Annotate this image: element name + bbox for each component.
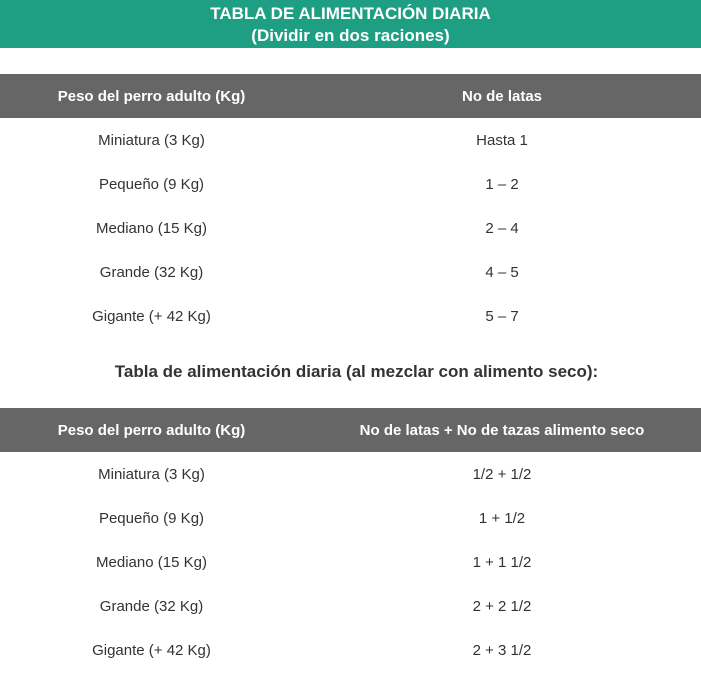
amount-cell: Hasta 1 <box>476 131 528 149</box>
weight-cell: Miniatura (3 Kg) <box>98 131 205 149</box>
amount-cell: 1 – 2 <box>485 175 519 193</box>
table-row <box>0 628 701 672</box>
table-row <box>0 584 701 628</box>
amount-cell: 1 + 1/2 <box>478 509 526 527</box>
weight-cell: Mediano (15 Kg) <box>96 219 207 237</box>
feeding-table-mixed <box>0 408 701 672</box>
weight-cell: Gigante (+ 42 Kg) <box>92 641 211 659</box>
table-header-row <box>0 74 701 118</box>
table-row <box>0 162 701 206</box>
amount-cell: 1 + 1 1/2 <box>472 553 532 571</box>
table-row <box>0 452 701 496</box>
section-title-mixed-feeding: Tabla de alimentación diaria (al mezclar con alimento seco): <box>114 362 599 381</box>
weight-cell: Gigante (+ 42 Kg) <box>92 307 211 325</box>
weight-cell: Pequeño (9 Kg) <box>98 509 205 527</box>
amount-cell: 2 + 3 1/2 <box>472 641 532 659</box>
table-row <box>0 294 701 338</box>
amount-cell: 5 – 7 <box>485 307 519 325</box>
table-row <box>0 206 701 250</box>
banner-subtitle: (Dividir en dos raciones) <box>251 26 450 45</box>
table-row <box>0 540 701 584</box>
amount-cell: 4 – 5 <box>485 263 519 281</box>
amount-cell: 2 + 2 1/2 <box>472 597 532 615</box>
amount-cell: 1/2 + 1/2 <box>472 465 532 483</box>
amount-cell: 2 – 4 <box>485 219 519 237</box>
table-row <box>0 118 701 162</box>
weight-cell: Grande (32 Kg) <box>99 263 204 281</box>
weight-cell: Grande (32 Kg) <box>99 597 204 615</box>
table-row <box>0 250 701 294</box>
column-header-weight: Peso del perro adulto (Kg) <box>0 74 303 118</box>
weight-cell: Miniatura (3 Kg) <box>98 465 205 483</box>
column-header-cans: No de latas <box>303 74 701 118</box>
title-banner <box>0 0 701 48</box>
column-header-cans-and-cups: No de latas + No de tazas alimento seco <box>303 408 701 452</box>
weight-cell: Mediano (15 Kg) <box>96 553 207 571</box>
feeding-table-cans <box>0 74 701 338</box>
column-header-weight: Peso del perro adulto (Kg) <box>0 408 303 452</box>
weight-cell: Pequeño (9 Kg) <box>98 175 205 193</box>
table-header-row <box>0 408 701 452</box>
banner-title: TABLA DE ALIMENTACIÓN DIARIA <box>210 4 491 23</box>
table-row <box>0 496 701 540</box>
